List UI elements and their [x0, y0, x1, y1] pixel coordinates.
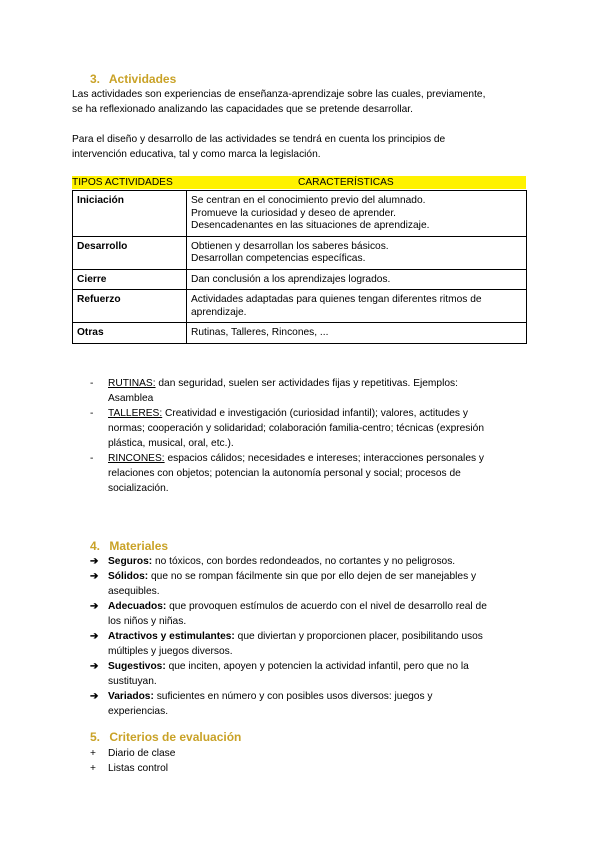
material-term: Atractivos y estimulantes:	[108, 631, 235, 642]
table-row	[73, 269, 527, 290]
item-text: no tóxicos, con bordes redondeados, no cortantes y no peligrosos.	[152, 556, 456, 567]
list-item	[90, 599, 530, 629]
arrow-icon: ➔	[90, 601, 99, 612]
section-4-number: 4.	[90, 539, 101, 553]
item-text: asequibles.	[108, 586, 160, 597]
design-paragraph	[72, 132, 532, 162]
section-5-number: 5.	[90, 730, 101, 744]
item-text: socialización.	[108, 483, 169, 494]
table-header-types: TIPOS ACTIVIDADES	[72, 177, 173, 188]
table-row	[73, 191, 527, 237]
item-text: sustituyan.	[108, 676, 157, 687]
activity-type: Otras	[73, 323, 187, 344]
activity-description	[187, 191, 527, 237]
list-item	[90, 629, 530, 659]
description-line: Actividades adaptadas para quienes tengan diferentes ritmos de	[191, 294, 482, 305]
intro-line: Las actividades son experiencias de enseñanza-aprendizaje sobre las cuales, previamente,	[72, 89, 486, 100]
activity-kinds-list	[90, 376, 530, 496]
material-term: Adecuados:	[108, 601, 167, 612]
table-header-characteristics: CARACTERÍSTICAS	[298, 177, 394, 188]
term-talleres: TALLERES:	[108, 408, 163, 419]
table-row	[73, 236, 527, 269]
item-text: los niños y niñas.	[108, 616, 187, 627]
list-item-rutinas	[90, 376, 530, 406]
dash-marker: -	[90, 378, 94, 389]
activity-description	[187, 236, 527, 269]
item-text: normas; cooperación y solidaridad; colaboración familia-centro; técnicas (expresión	[108, 423, 484, 434]
material-term: Sugestivos:	[108, 661, 166, 672]
list-item-talleres	[90, 406, 530, 451]
item-text: que no se rompan fácilmente sin que por ello dejen de ser manejables y	[148, 571, 477, 582]
material-term: Seguros:	[108, 556, 153, 567]
design-line: Para el diseño y desarrollo de las actividades se tendrá en cuenta los principios de	[72, 134, 446, 145]
item-text: que inciten, apoyen y potencien la actividad infantil, pero que no la	[165, 661, 469, 672]
list-item	[90, 761, 530, 776]
material-term: Sólidos:	[108, 571, 149, 582]
activity-description	[187, 290, 527, 323]
arrow-icon: ➔	[90, 691, 99, 702]
list-item	[90, 554, 530, 569]
list-item	[90, 746, 530, 761]
list-item	[90, 689, 530, 719]
description-line: Dan conclusión a los aprendizajes logrados.	[191, 273, 391, 285]
dash-marker: -	[90, 453, 94, 464]
item-text: experiencias.	[108, 706, 169, 717]
list-item	[90, 659, 530, 689]
design-line: intervención educativa, tal y como marca la legislación.	[72, 149, 321, 160]
item-text: que diviertan y proporcionen placer, posibilitando usos	[234, 631, 483, 642]
description-line: Obtienen y desarrollan los saberes básicos.	[191, 240, 389, 252]
section-4-title: Materiales	[109, 539, 169, 553]
item-text: Listas control	[108, 763, 169, 774]
item-text: espacios cálidos; necesidades e intereses; interacciones personales y	[164, 453, 484, 464]
plus-icon: +	[90, 763, 96, 774]
description-line: Se centran en el conocimiento previo del alumnado.	[191, 195, 426, 206]
item-text: Asamblea	[108, 393, 154, 404]
table-header	[72, 176, 526, 189]
term-rutinas: RUTINAS:	[108, 378, 156, 389]
arrow-icon: ➔	[90, 571, 99, 582]
arrow-icon: ➔	[90, 631, 99, 642]
section-5-title: Criterios de evaluación	[109, 730, 242, 744]
item-text: Creatividad e investigación (curiosidad infantil); valores, actitudes y	[162, 408, 468, 419]
materials-list	[90, 554, 530, 719]
arrow-icon: ➔	[90, 556, 99, 567]
description-line: Promueve la curiosidad y deseo de aprender.	[191, 207, 397, 219]
description-line: Desarrollan competencias específicas.	[191, 253, 366, 264]
item-text: relaciones con objetos; potencian la autonomía personal y social; procesos de	[108, 468, 461, 479]
list-item	[90, 569, 530, 599]
item-text: dan seguridad, suelen ser actividades fijas y repetitivas. Ejemplos:	[155, 378, 458, 389]
material-term: Variados:	[108, 691, 154, 702]
table-row	[73, 290, 527, 323]
section-3-title: Actividades	[108, 72, 177, 86]
activity-type: Cierre	[73, 269, 187, 290]
section-3-heading	[90, 72, 176, 87]
section-5-heading	[90, 730, 241, 745]
evaluation-list	[90, 746, 530, 776]
activities-table	[72, 190, 527, 344]
arrow-icon: ➔	[90, 661, 99, 672]
section-4-heading	[90, 539, 168, 554]
plus-icon: +	[90, 748, 96, 759]
description-line: aprendizaje.	[191, 306, 247, 318]
term-rincones: RINCONES:	[108, 453, 165, 464]
intro-line: se ha reflexionado analizando las capacidades que se pretende desarrollar.	[72, 104, 413, 115]
activity-description	[187, 269, 527, 290]
item-text: Diario de clase	[108, 748, 176, 759]
activity-type: Iniciación	[73, 191, 187, 237]
item-text: suficientes en número y con posibles usos diversos: juegos y	[153, 691, 433, 702]
activity-type: Refuerzo	[73, 290, 187, 323]
activity-description	[187, 323, 527, 344]
activity-type: Desarrollo	[73, 236, 187, 269]
description-line: Rutinas, Talleres, Rincones, ...	[191, 327, 329, 338]
dash-marker: -	[90, 408, 94, 419]
description-line: Desencadenantes en las situaciones de aprendizaje.	[191, 220, 430, 231]
item-text: múltiples y juegos diversos.	[108, 646, 233, 657]
item-text: plástica, musical, oral, etc.).	[108, 438, 234, 449]
table-row	[73, 323, 527, 344]
list-item-rincones	[90, 451, 530, 496]
item-text: que provoquen estímulos de acuerdo con el nivel de desarrollo real de	[166, 601, 487, 612]
section-3-number: 3.	[90, 72, 101, 86]
intro-paragraph	[72, 87, 532, 117]
